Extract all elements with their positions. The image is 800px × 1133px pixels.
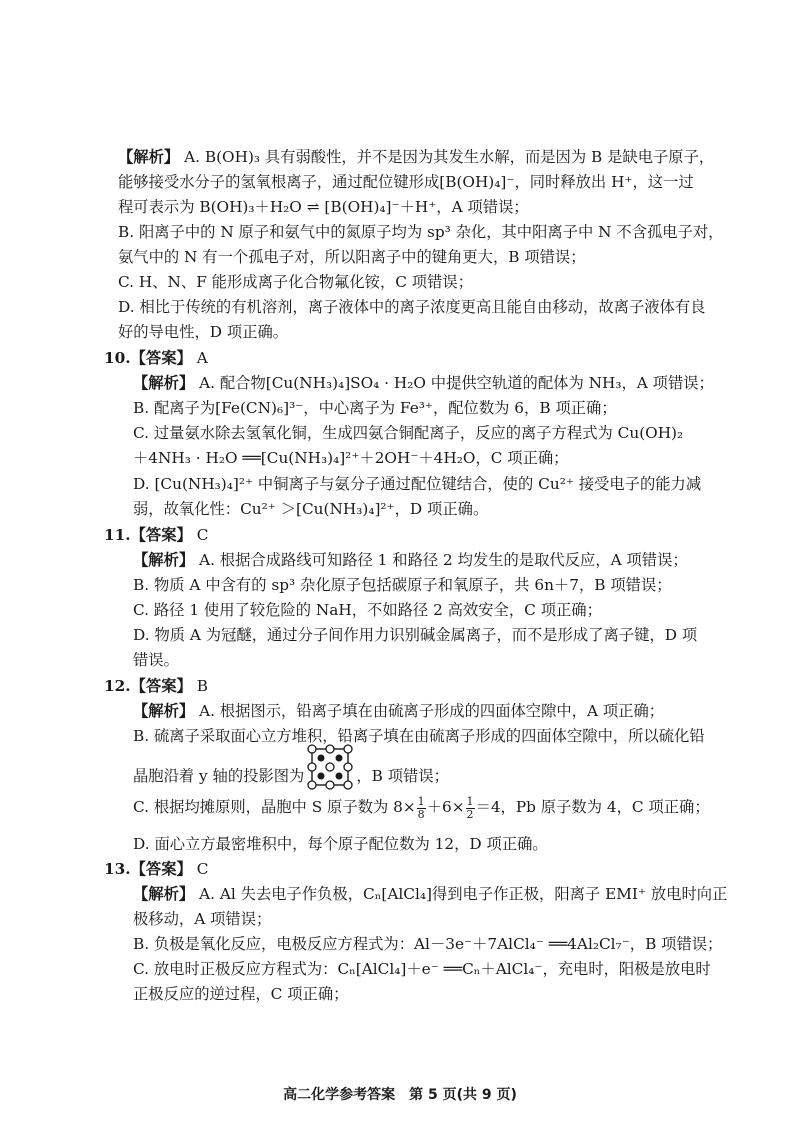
q10-line-2: B. 配离子为[Fe(CN)₆]³⁻，中心离子为 Fe³⁺，配位数为 6，B 项正确； [133, 399, 617, 417]
q13-line-1: 【解析】 A. Al 失去电子作负极，Cₙ[AlCl₄]得到电子作正极，阳离子 EMI⁺ 放电时向正 [133, 885, 728, 903]
q12-line-d: D. 面心立方最密堆积中，每个原子配位数为 12，D 项正确。 [133, 835, 548, 853]
q10-line-6: 弱，故氧化性：Cu²⁺ ＞[Cu(NH₃)₄]²⁺，D 项正确。 [133, 500, 489, 518]
q9-line-4: B. 阳离子中的 N 原子和氨气中的氮原子均为 sp³ 杂化，其中阳离子中 N 不含孤电子对， [118, 223, 724, 241]
q10-line-4: ＋4NH₃ · H₂O ══[Cu(NH₃)₄]²⁺＋2OH⁻＋4H₂O，C 项正确； [133, 449, 569, 467]
page-footer: 高二化学参考答案 第 5 页(共 9 页) [283, 1087, 517, 1103]
q9-line-3: 程可表示为 B(OH)₃＋H₂O ⇌ [B(OH)₄]⁻＋H⁺，A 项错误； [118, 198, 529, 216]
q13-line-4: C. 放电时正极反应方程式为：Cₙ[AlCl₄]＋e⁻ ══Cₙ＋AlCl₄⁻，充电时，阳极是放电时 [133, 960, 711, 978]
q9-line-8: 好的导电性，D 项正确。 [118, 323, 289, 341]
q11-answer: 11.【答案】 C [104, 526, 209, 544]
q11-line-3: C. 路径 1 使用了较危险的 NaH，不如路径 2 高效安全，C 项正确； [133, 601, 602, 619]
q9-line-5: 氨气中的 N 有一个孤电子对，所以阳离子中的键角更大，B 项错误； [118, 248, 586, 266]
q9-line-7: D. 相比于传统的有机溶剂，离子液体中的离子浓度更高且能自由移动，故离子液体有良 [118, 298, 706, 316]
q11-line-1: 【解析】 A. 根据合成路线可知路径 1 和路径 2 均发生的是取代反应，A 项错误； [133, 551, 688, 569]
q13-line-2: 极移动，A 项错误； [133, 910, 272, 928]
q9-line-2: 能够接受水分子的氢氧根离子，通过配位键形成[B(OH)₄]⁻，同时释放出 H⁺，这一过 [118, 173, 694, 191]
q11-line-4: D. 物质 A 为冠醚，通过分子间作用力识别碱金属离子，而不是形成了离子键，D 项 [133, 626, 698, 644]
fraction-one-half: $\frac{1}{2}$ [466, 794, 474, 821]
q9-line-1: 【解析】 A. B(OH)₃ 具有弱酸性，并不是因为其发生水解，而是因为 B 是缺电子原子， [118, 148, 715, 166]
q12-line-b: B. 硫离子采取面心立方堆积，铅离子填在由硫离子形成的四面体空隙中，所以硫化铅 [133, 727, 705, 745]
q13-line-3: B. 负极是氧化反应，电极反应方程式为：Al－3e⁻＋7AlCl₄⁻ ══4Al₂Cl₇⁻，B 项错误； [133, 935, 723, 953]
q12-answer: 12.【答案】 B [104, 677, 208, 695]
q10-line-5: D. [Cu(NH₃)₄]²⁺ 中铜离子与氨分子通过配位键结合，使的 Cu²⁺ 接受电子的能力减 [133, 475, 702, 493]
q12-line-c: C. 根据均摊原则，晶胞中 S 原子数为 8× $\frac{1}{8}$ ＋6× $\frac{1}{2}$ ＝4，Pb 原子数为 4，C 项正确； [133, 794, 710, 821]
q11-line-5: 错误。 [133, 651, 179, 669]
q10-line-3: C. 过量氨水除去氢氧化铜，生成四氨合铜配离子，反应的离子方程式为 Cu(OH)₂ [133, 424, 684, 442]
q12-line-b2: 晶胞沿着 y 轴的投影图为 ，B 项错误； [133, 744, 449, 810]
fraction-one-eighth: $\frac{1}{8}$ [417, 794, 425, 821]
q12-line-a: 【解析】 A. 根据图示，铅离子填在由硫离子形成的四面体空隙中，A 项正确； [133, 702, 665, 720]
q9-label: 【解析】 [118, 148, 180, 166]
q11-line-2: B. 物质 A 中含有的 sp³ 杂化原子包括碳原子和氧原子，共 6n＋7，B 项错误； [133, 576, 672, 594]
q13-answer: 13.【答案】 C [104, 860, 209, 878]
q13-line-5: 正极反应的逆过程，C 项正确； [133, 985, 349, 1003]
q9-line-6: C. H、N、F 能形成离子化合物氟化铵，C 项错误； [118, 273, 473, 291]
q10-answer: 10.【答案】 A [104, 349, 208, 367]
q10-line-1: 【解析】 A. 配合物[Cu(NH₃)₄]SO₄ · H₂O 中提供空轨道的配体为 NH₃，A 项错误； [133, 374, 714, 392]
